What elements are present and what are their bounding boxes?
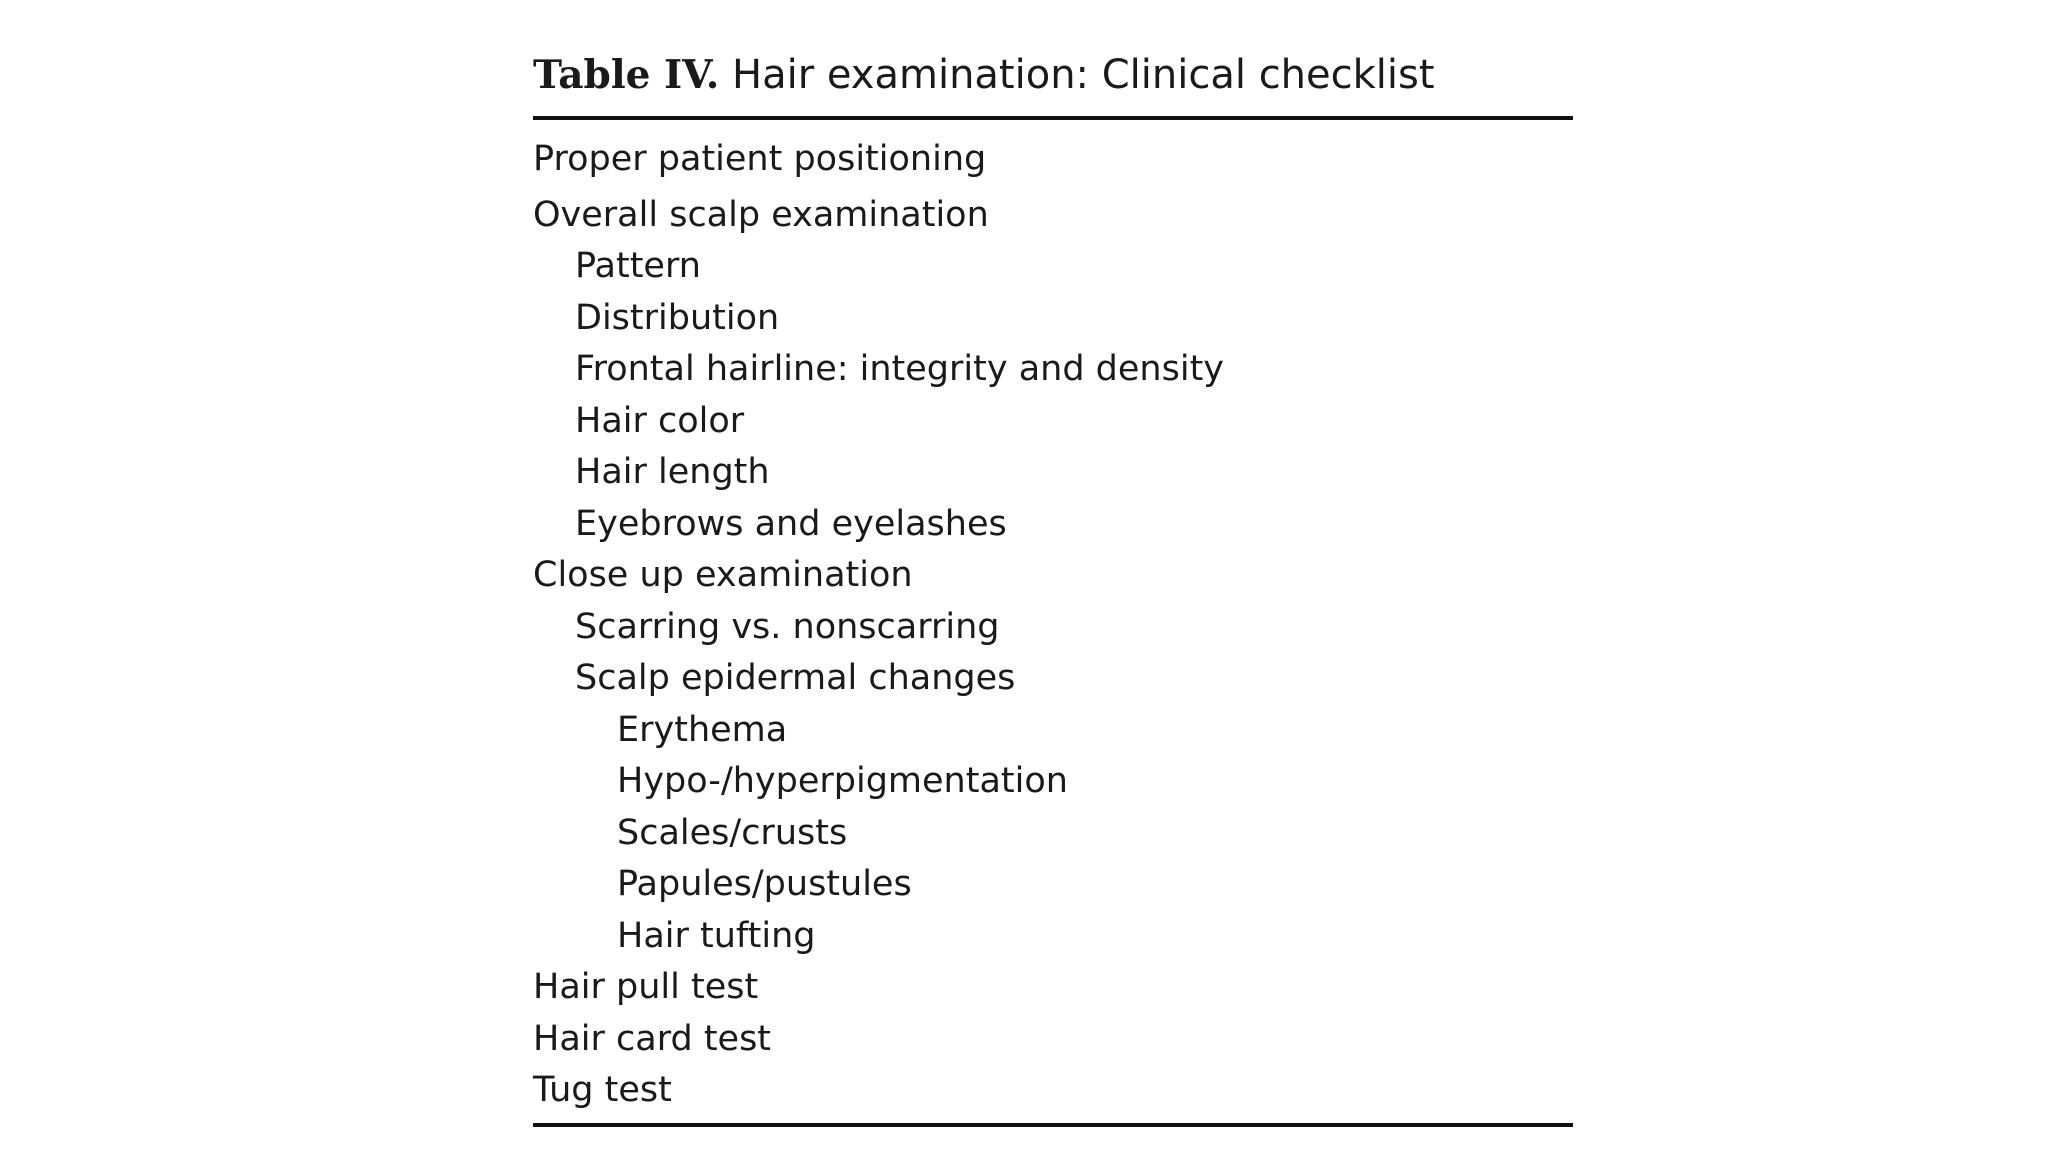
table-row: Overall scalp examination [533,194,989,235]
table-row: Scarring vs. nonscarring [575,606,1000,647]
table-row: Distribution [575,297,780,338]
table-row: Pattern [575,246,701,286]
table-row: Tug test [533,1070,672,1110]
table-row: Eyebrows and eyelashes [575,503,1007,544]
table-top-rule [533,116,1573,120]
table-row: Proper patient positioning [533,139,987,179]
table-bottom-rule [533,1123,1573,1127]
table-row: Hair pull test [533,967,759,1007]
table-row: Scales/crusts [617,812,848,853]
table-row: Frontal hairline: integrity and density [575,349,1225,389]
table-row: Close up examination [533,555,913,595]
table-row: Erythema [617,709,788,750]
table-row: Hair tufting [617,915,816,956]
table-row: Scalp epidermal changes [575,658,1016,698]
table-caption [533,46,1573,116]
checklist-rows [533,134,1573,1117]
table-row: Papules/pustules [617,864,912,904]
table-row: Hair color [575,400,745,441]
checklist-table [533,46,1573,1127]
table-row: Hair length [575,452,770,492]
table-caption-text: Hair examination: Clinical checklist [732,52,1435,98]
table-caption-label: Table IV. [533,52,720,98]
table-row: Hair card test [533,1018,772,1059]
table-row: Hypo-/hyperpigmentation [617,761,1068,801]
